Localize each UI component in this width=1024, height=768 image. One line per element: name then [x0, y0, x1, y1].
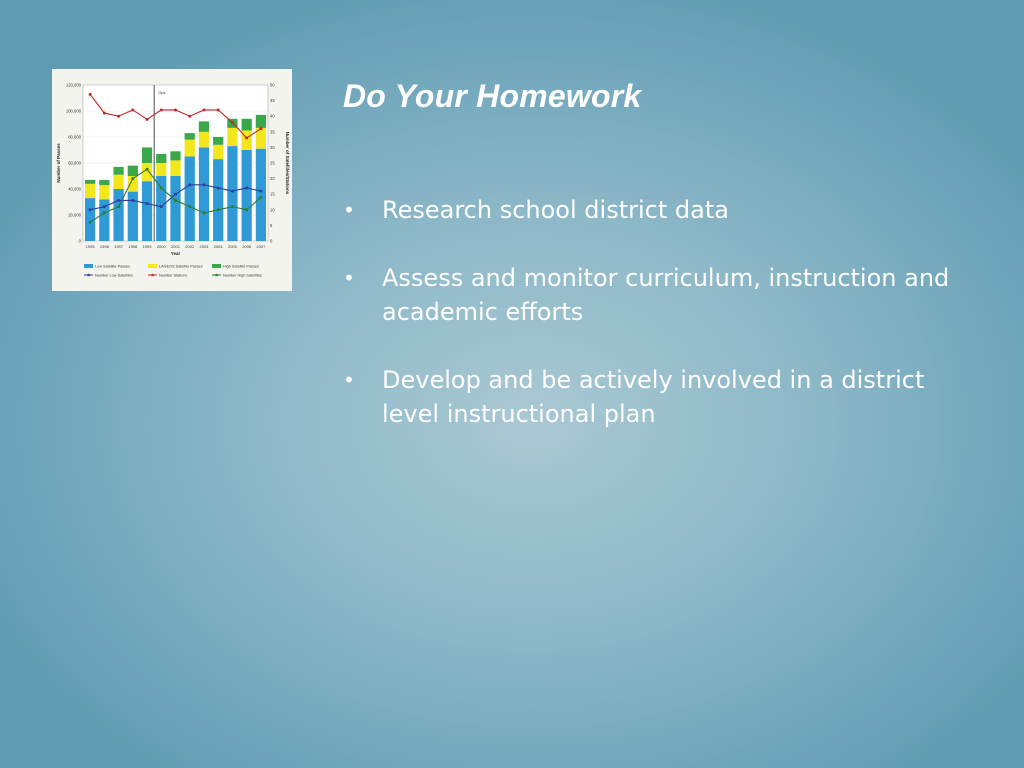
series-point — [174, 193, 177, 196]
series-point — [245, 137, 248, 140]
series-point — [231, 121, 234, 124]
series-point — [259, 190, 262, 193]
bar-segment — [113, 167, 123, 175]
y2-tick-label: 20 — [270, 176, 275, 182]
bar-segment — [199, 121, 209, 131]
series-point — [188, 183, 191, 186]
series-point — [146, 118, 149, 121]
satellite-passes-chart — [52, 69, 292, 291]
series-point — [103, 211, 106, 214]
series-point — [117, 115, 120, 118]
bar-segment — [113, 175, 123, 189]
slide-title: Do Your Homework — [343, 78, 642, 114]
x-tick-label: 2006 — [242, 244, 252, 249]
series-point — [217, 186, 220, 189]
y2-tick-label: 25 — [270, 160, 275, 166]
bullet-icon: • — [343, 368, 355, 392]
bullet-icon: • — [343, 266, 355, 290]
series-point — [89, 208, 92, 211]
y2-axis-label: Number of Satellites/Stations — [285, 131, 290, 195]
legend-label: Number High Satellites — [223, 273, 262, 278]
bar-segment — [156, 176, 166, 241]
bar-segment — [227, 128, 237, 146]
x-tick-label: 2003 — [199, 244, 209, 249]
y-tick-label: 0 — [78, 238, 81, 244]
bar-segment — [242, 119, 252, 131]
series-point — [174, 108, 177, 111]
legend-label: Number Stations — [159, 273, 188, 278]
y-tick-label: 120,000 — [65, 82, 81, 88]
x-tick-label: 1998 — [128, 244, 138, 249]
x-tick-label: 1999 — [142, 244, 152, 249]
x-tick-label: 1997 — [114, 244, 124, 249]
series-point — [160, 186, 163, 189]
series-point — [131, 108, 134, 111]
series-point — [89, 221, 92, 224]
series-point — [259, 196, 262, 199]
bullet-item — [343, 261, 983, 329]
legend-swatch — [148, 264, 157, 268]
legend-label: Number Low Satellites — [95, 273, 133, 278]
bar-segment — [256, 115, 266, 128]
series-point — [146, 168, 149, 171]
y2-tick-label: 0 — [270, 238, 273, 244]
bullet-text: Research school district data — [382, 196, 729, 224]
bar-segment — [213, 145, 223, 159]
bar-segment — [85, 184, 95, 198]
bar-segment — [156, 154, 166, 163]
bar-segment — [128, 166, 138, 176]
series-point — [160, 108, 163, 111]
y-tick-label: 60,000 — [68, 160, 81, 166]
series-point — [160, 205, 163, 208]
bar-segment — [185, 140, 195, 157]
series-point — [146, 202, 149, 205]
bar-segment — [170, 160, 180, 176]
y-tick-label: 80,000 — [68, 134, 81, 140]
series-point — [217, 108, 220, 111]
series-point — [245, 186, 248, 189]
legend-label: High Satellite Passes — [223, 264, 259, 269]
x-tick-label: 2000 — [156, 244, 166, 249]
series-point — [231, 205, 234, 208]
series-point — [202, 108, 205, 111]
y-tick-label: 40,000 — [68, 186, 81, 192]
bar-segment — [142, 147, 152, 163]
y2-tick-label: 5 — [270, 222, 273, 228]
y2-tick-label: 15 — [270, 191, 275, 197]
legend-swatch — [84, 264, 93, 268]
series-point — [131, 177, 134, 180]
bar-segment — [199, 147, 209, 241]
series-point — [174, 199, 177, 202]
series-point — [131, 199, 134, 202]
bar-segment — [99, 185, 109, 199]
series-point — [117, 199, 120, 202]
y2-tick-label: 40 — [270, 113, 275, 119]
x-tick-label: 2002 — [185, 244, 195, 249]
x-tick-label: 2007 — [256, 244, 266, 249]
y-tick-label: 20,000 — [68, 212, 81, 218]
bar-segment — [256, 149, 266, 241]
series-point — [103, 112, 106, 115]
legend-marker — [87, 274, 90, 277]
bar-segment — [227, 146, 237, 241]
series-point — [202, 183, 205, 186]
legend-swatch — [212, 264, 221, 268]
y2-tick-label: 35 — [270, 129, 275, 135]
x-tick-label: 2005 — [227, 244, 237, 249]
series-point — [117, 205, 120, 208]
bullet-item — [343, 363, 983, 431]
x-tick-label: 2004 — [213, 244, 223, 249]
bar-segment — [185, 133, 195, 140]
bar-segment — [242, 150, 252, 241]
legend-marker — [151, 274, 154, 277]
bar-segment — [156, 163, 166, 176]
ops-annotation: Ops — [158, 90, 166, 95]
legend-label: LAGEOS Satellite Passes — [159, 264, 203, 269]
bar-segment — [113, 189, 123, 241]
series-point — [231, 190, 234, 193]
y2-tick-label: 50 — [270, 82, 275, 88]
y-axis-label: Number of Passes — [56, 143, 61, 183]
x-tick-label: 2001 — [171, 244, 180, 249]
x-axis-label: Year — [170, 251, 181, 256]
series-point — [217, 208, 220, 211]
bar-segment — [85, 180, 95, 184]
x-tick-label: 1996 — [99, 244, 109, 249]
bar-segment — [170, 151, 180, 160]
legend-marker — [215, 274, 218, 277]
series-point — [103, 205, 106, 208]
bar-segment — [185, 157, 195, 242]
bar-segment — [213, 159, 223, 241]
bullet-text: Assess and monitor curriculum, instruction and academic efforts — [382, 264, 950, 326]
x-tick-label: 1995 — [85, 244, 95, 249]
bullet-text: Develop and be actively involved in a district level instructional plan — [382, 366, 925, 428]
series-point — [188, 205, 191, 208]
y2-tick-label: 30 — [270, 144, 275, 150]
bullet-item — [343, 193, 983, 227]
y-tick-label: 100,000 — [65, 108, 81, 114]
series-point — [188, 115, 191, 118]
bar-segment — [213, 137, 223, 145]
series-point — [245, 208, 248, 211]
bullet-list — [343, 193, 983, 465]
bar-segment — [170, 176, 180, 241]
bullet-icon: • — [343, 198, 355, 222]
bar-segment — [199, 132, 209, 148]
bar-segment — [99, 180, 109, 185]
series-point — [202, 211, 205, 214]
y2-tick-label: 45 — [270, 98, 275, 104]
series-point — [89, 93, 92, 96]
series-point — [259, 127, 262, 130]
chart-image — [52, 69, 292, 291]
bar-segment — [142, 181, 152, 241]
legend-label: Low Satellite Passes — [95, 264, 131, 269]
y2-tick-label: 10 — [270, 207, 275, 213]
